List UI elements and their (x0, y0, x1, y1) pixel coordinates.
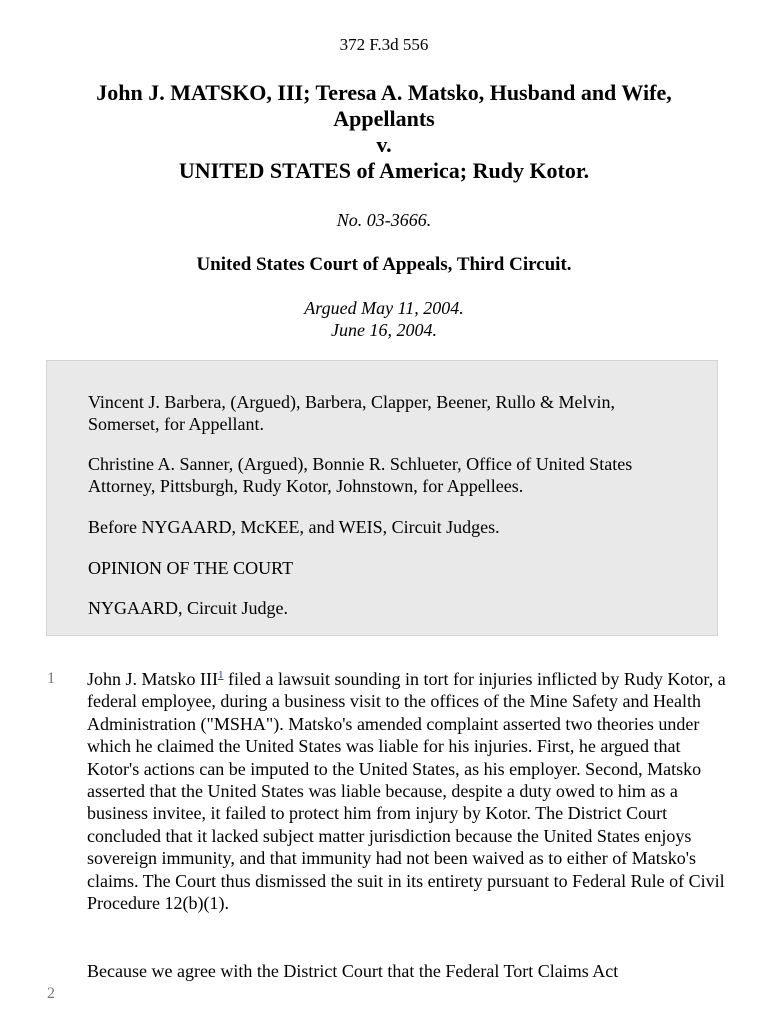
paragraph-text: filed a lawsuit sounding in tort for injuries inflicted by Rudy Kotor, a federal employee, during a business visit to the offices of the Mine Safety and Health Administration ("MSHA"). Matsko's amended complaint asserted two theories under which he claimed the United States was liable for his injuries. First, he argued that Kotor's actions can be imputed to the United States, as his employer. Second, Matsko asserted that the United States was liable because, despite a duty owed to him as a business invitee, it failed to protect him from injury by Kotor. The District Court concluded that it lacked subject matter jurisdiction because the United States enjoys sovereign immunity, and that immunity had not been waived as to either of Matsko's claims. The Court thus dismissed the suit in its entirety pursuant to Federal Rule of Civil Procedure 12(b)(1). (87, 669, 726, 914)
court-name: United States Court of Appeals, Third Circuit. (196, 254, 572, 275)
caption-parties-appellees: UNITED STATES of America; Rudy Kotor. (178, 158, 590, 183)
paragraph-number: 1 (47, 670, 55, 687)
caption-parties-appellants: John J. MATSKO, III; Teresa A. Matsko, Husband and Wife, (96, 80, 672, 105)
decision-dates (0, 297, 768, 341)
counsel-panel (46, 360, 718, 636)
opinion-heading: OPINION OF THE COURT (88, 558, 294, 578)
footnote-link[interactable]: 1 (218, 669, 224, 681)
opinion-paragraph: Because we agree with the District Court that the Federal Tort Claims Act (87, 961, 619, 981)
caption-versus: v. (376, 132, 392, 157)
appellees-counsel: Christine A. Sanner, (Argued), Bonnie R. Schlueter, Office of United States Attorney, Pittsburgh, Rudy Kotor, Johnstown, for Appellees. (88, 454, 633, 496)
paragraph-lead: John J. Matsko III (87, 669, 218, 689)
docket-number: No. 03-3666. (336, 210, 432, 230)
paragraph-number: 2 (47, 985, 55, 1002)
decided-date: June 16, 2004. (331, 320, 437, 340)
opinion-paragraph (87, 668, 727, 914)
case-caption (40, 80, 728, 184)
opinion-author: NYGAARD, Circuit Judge. (88, 598, 288, 618)
citation: 372 F.3d 556 (339, 35, 429, 54)
caption-role: Appellants (333, 106, 435, 131)
appellant-counsel: Vincent J. Barbera, (Argued), Barbera, Clapper, Beener, Rullo & Melvin, Somerset, for Appellant. (88, 392, 615, 434)
panel-judges: Before NYGAARD, McKEE, and WEIS, Circuit Judges. (88, 517, 500, 537)
argued-date: Argued May 11, 2004. (304, 298, 464, 318)
